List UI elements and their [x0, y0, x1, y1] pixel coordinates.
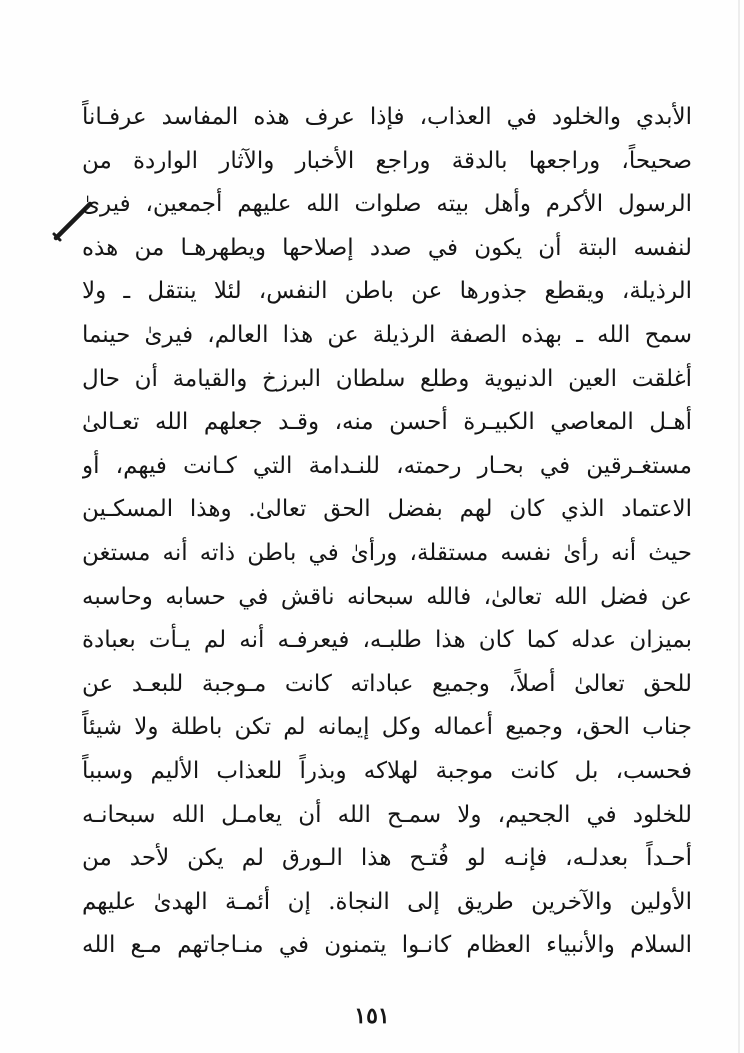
- text-line: الأبدي والخلود في العذاب، فإذا عرف هذه المفاسد عرفـاناً: [82, 104, 692, 130]
- text-line: صحيحاً، وراجعها بالدقة وراجع الأخبار والآثار الواردة من: [82, 147, 692, 174]
- text-line: بميزان عدله كما كان هذا طلبـه، فيعرفـه أنه لم يـأت بعبادة: [82, 627, 692, 654]
- page-number: ١٥١: [354, 1003, 390, 1029]
- text-line: الأولين والآخرين طريق إلى النجاة. إن أئمـة الهدىٰ عليهم: [82, 888, 692, 915]
- text-line: أغلقت العين الدنيوية وطلع سلطان البرزخ والقيامة أن حال: [82, 365, 692, 392]
- text-line: عن فضل الله تعالىٰ، فالله سبحانه ناقش في حسابه وحاسبه: [82, 583, 692, 610]
- text-line: لنفسه البتة أن يكون في صدد إصلاحها ويطهرهـا من هذه: [82, 234, 692, 261]
- text-line: للخلود في الجحيم، ولا سمـح الله أن يعامـل الله سبحانـه: [82, 801, 692, 828]
- text-line: الرسول الأكرم وأهل بيته صلوات الله عليهم أجمعين، فيرىٰ: [82, 191, 692, 218]
- text-line: سمح الله ـ بهذه الصفة الرذيلة عن هذا العالم، فيرىٰ حينما: [82, 321, 692, 348]
- text-line: مستغـرقين في بحـار رحمته، للنـدامة التي كـانت فيهم، أو: [82, 452, 692, 479]
- text-line: فحسب، بل كانت موجبة لهلاكه وبذراً للعذاب الأليم وسبباً: [82, 757, 692, 784]
- text-line: السلام والأنبياء العظام كانـوا يتمنون في منـاجاتهم مـع الله: [82, 932, 692, 959]
- text-line: جناب الحق، وجميع أعماله وكل إيمانه لم تكن باطلة ولا شيئاً: [82, 714, 692, 741]
- body-text: [82, 96, 692, 968]
- scan-edge: [738, 0, 740, 1053]
- text-line: حيث أنه رأىٰ نفسه مستقلة، ورأىٰ في باطن ذاته أنه مستغن: [82, 539, 692, 566]
- text-line: أحـداً بعدلـه، فإنـه لو فُتـح هذا الـورق لم يكن لأحد من: [82, 845, 692, 872]
- text-line: أهـل المعاصي الكبيـرة أحسن منه، وقـد جعلهم الله تعـالىٰ: [82, 409, 692, 436]
- text-line: للحق تعالىٰ أصلاً، وجميع عباداته كانت مـوجبة للبعـد عن: [82, 670, 692, 697]
- text-line: الرذيلة، ويقطع جذورها عن باطن النفس، لئلا ينتقل ـ ولا: [82, 278, 692, 305]
- text-line: الاعتماد الذي كان لهم بفضل الحق تعالىٰ. وهذا المسكـين: [82, 496, 692, 523]
